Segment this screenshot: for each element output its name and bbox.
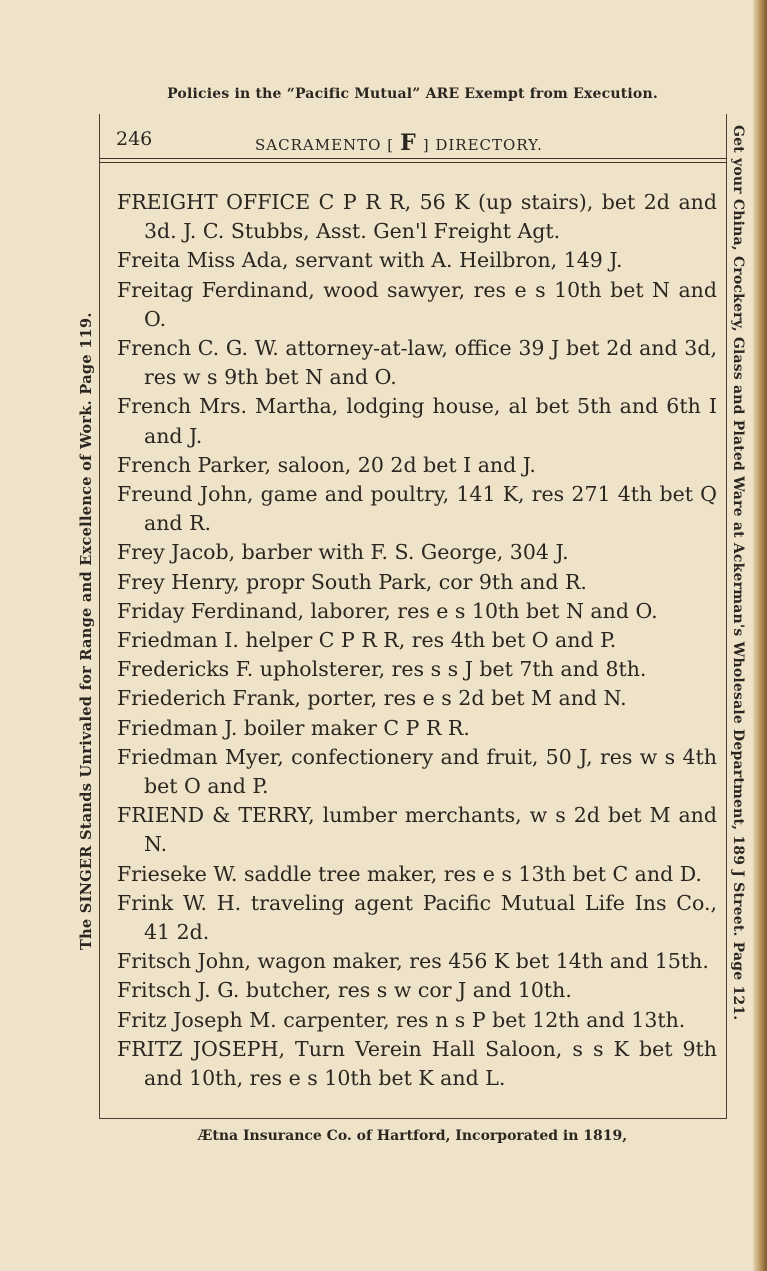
directory-entry: French Mrs. Martha, lodging house, al bet 5th and 6th I and J. [117,394,717,448]
section-letter: F [400,130,417,156]
directory-entry: Fritsch J. G. butcher, res s w cor J and 10th. [117,978,572,1003]
directory-entry: Friederich Frank, porter, res e s 2d bet M and N. [117,686,627,711]
directory-entry: French C. G. W. attorney-at-law, office 39 J bet 2d and 3d, res w s 9th bet N and O. [117,336,717,390]
right-margin-text: Get your China, Crockery, Glass and Plated Ware at Ackerman's Wholesale Department, 189 J Street. Page 121. [730,125,746,1021]
running-header-title: DIRECTORY. [435,136,543,154]
directory-entry: Fritsch John, wagon maker, res 456 K bet 14th and 15th. [117,949,709,974]
directory-entry: Freitag Ferdinand, wood sawyer, res e s 10th bet N and O. [117,277,717,331]
directory-entry: Freund John, game and poultry, 141 K, res 271 4th bet Q and R. [117,482,717,536]
left-margin-text: The SINGER Stands Unrivaled for Range and Excellence of Work. Page 119. [78,312,95,950]
header-rule [99,158,727,159]
running-header [255,130,543,156]
directory-entry: French Parker, saloon, 20 2d bet I and J. [117,452,536,477]
directory-entry: Friday Ferdinand, laborer, res e s 10th bet N and O. [117,598,658,623]
directory-entry: FRITZ JOSEPH, Turn Verein Hall Saloon, s s K bet 9th and 10th, res e s 10th bet K and L. [117,1036,717,1091]
directory-entry: Frink W. H. traveling agent Pacific Mutual Life Ins Co., 41 2d. [117,890,717,945]
directory-entry: Friedman J. boiler maker C P R R. [117,715,470,740]
page-edge [753,0,767,1271]
directory-entry: Fritz Joseph M. carpenter, res n s P bet 12th and 13th. [117,1007,686,1032]
running-header-city: SACRAMENTO [255,136,382,154]
top-advertisement: Policies in the “Pacific Mutual” ARE Exempt from Execution. [167,86,658,102]
directory-entry: Frey Jacob, barber with F. S. George, 304 J. [117,540,569,565]
directory-entry: Freita Miss Ada, servant with A. Heilbron, 149 J. [117,248,623,273]
directory-entry: Fredericks F. upholsterer, res s s J bet 7th and 8th. [117,657,647,682]
page-number: 246 [116,128,153,150]
bracket-close: ] [422,136,430,154]
directory-entry: FREIGHT OFFICE C P R R, 56 K (up stairs), bet 2d and 3d. J. C. Stubbs, Asst. Gen'l Freight Agt. [117,190,717,244]
directory-entry: Friedman Myer, confectionery and fruit, 50 J, res w s 4th bet O and P. [117,744,717,799]
directory-entry: Frieseke W. saddle tree maker, res e s 13th bet C and D. [117,861,702,886]
header-rule [99,162,727,163]
directory-entry: FRIEND & TERRY, lumber merchants, w s 2d bet M and N. [117,803,717,857]
bracket-open: [ [387,136,395,154]
directory-entry: Frey Henry, propr South Park, cor 9th and R. [117,569,587,594]
directory-entry: Friedman I. helper C P R R, res 4th bet O and P. [117,628,617,653]
bottom-advertisement: Ætna Insurance Co. of Hartford, Incorporated in 1819, [197,1128,628,1144]
directory-entries [117,188,717,1093]
